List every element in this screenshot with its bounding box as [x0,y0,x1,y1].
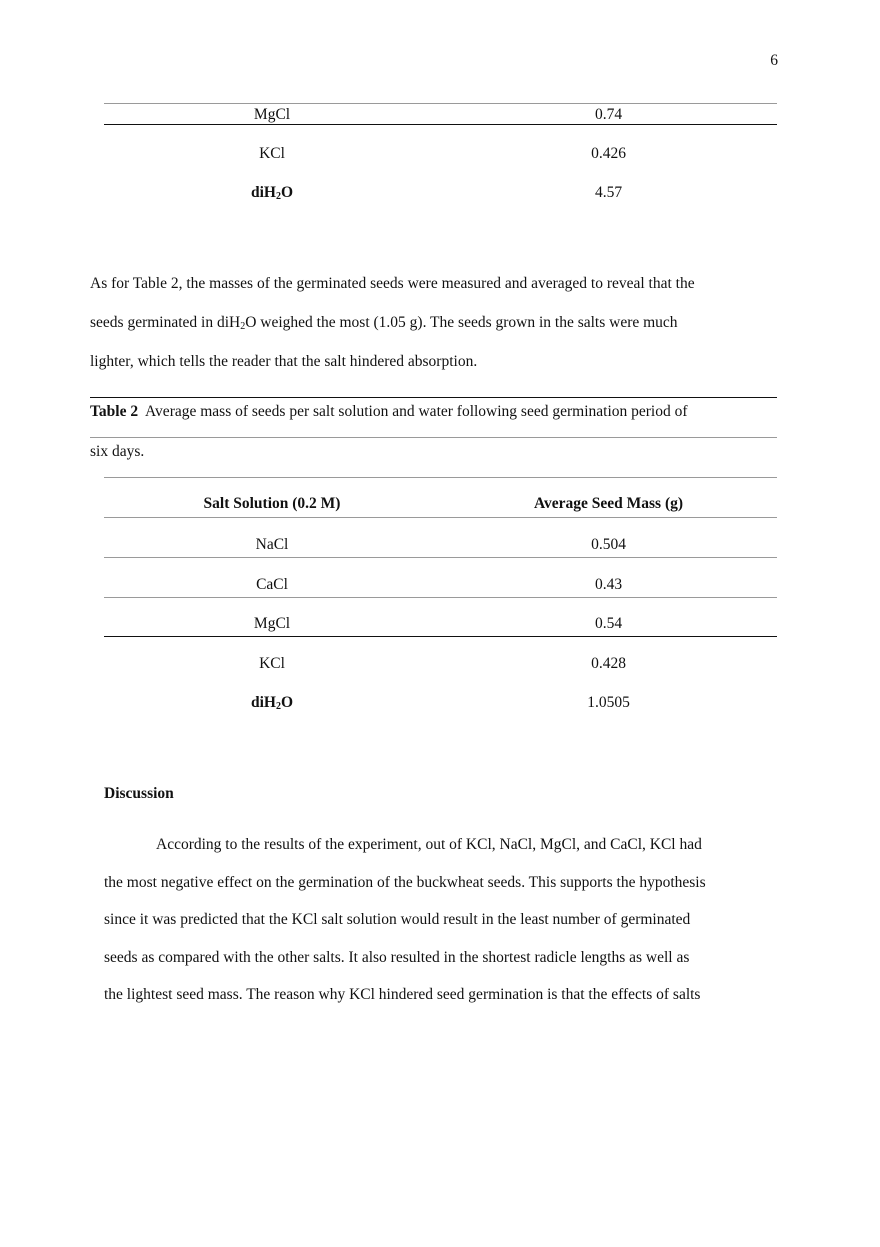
paragraph-line: since it was predicted that the KCl salt solution would result in the least number of germinated [104,911,691,928]
table-rule [104,636,777,637]
paragraph-line: the most negative effect on the germination of the buckwheat seeds. This supports the hypothesis [104,873,706,891]
discussion-heading: Discussion [104,785,174,802]
paragraph-line: According to the results of the experiment, out of KCl, NaCl, MgCl, and CaCl, KCl had [156,836,702,853]
table1-cell-value: 4.57 [594,184,623,201]
table2-label: Table 2 [90,403,139,420]
table2-cell-salt: NaCl [255,536,289,553]
table-bottom-rule [104,124,777,125]
table-rule [104,597,777,598]
table2-cell-salt: MgCl [253,615,291,632]
paragraph-line: the lightest seed mass. The reason why KCl hindered seed germination is that the effects of salts [104,986,701,1003]
table1-cell-value: 0.426 [591,145,626,162]
table-rule [104,557,777,558]
body-paragraph [90,264,790,381]
table2-caption-text: Average mass of seeds per salt solution and water following seed germination period of [145,403,688,420]
paragraph-line: lighter, which tells the reader that the salt hindered absorption. [90,353,478,370]
table2-top-rule [104,477,777,478]
table2-cell-value: 0.54 [594,615,623,632]
table1-cell-salt: KCl [259,145,285,162]
paragraph-line: seeds as compared with the other salts. It also resulted in the shortest radicle lengths as well as [104,948,690,966]
table2-cell-salt: KCl [259,655,285,672]
caption-rule [90,437,777,438]
table2-caption-line2: six days. [90,443,145,460]
table2-cell-salt-water: diH$_2$O [250,694,294,712]
page-number: 6 [770,52,778,69]
table2-cell-value: 0.43 [594,576,623,593]
paragraph-line: As for Table 2, the masses of the germinated seeds were measured and averaged to reveal that the [90,275,695,292]
table-rule [104,103,777,104]
table2-cell-value: 1.0505 [587,694,630,711]
table2-cell-value: 0.504 [591,536,626,553]
table2-caption [90,403,688,421]
table2-header-salt: Salt Solution (0.2 M) [203,495,341,512]
table-rule [104,517,777,518]
table2-cell-value: 0.428 [591,655,626,672]
table2-header-mass: Average Seed Mass (g) [533,495,684,512]
table1-cell-value: 0.74 [594,106,623,123]
table2-cell-salt: CaCl [256,576,288,593]
paragraph-line: seeds germinated in diH$_2$O weighed the most (1.05 g). The seeds grown in the salts were much [90,314,678,332]
caption-top-rule [90,397,777,398]
discussion-paragraph [104,826,794,1014]
table1-cell-salt: MgCl [253,106,291,123]
table1-cell-salt-water: diH$_2$O [250,184,294,202]
